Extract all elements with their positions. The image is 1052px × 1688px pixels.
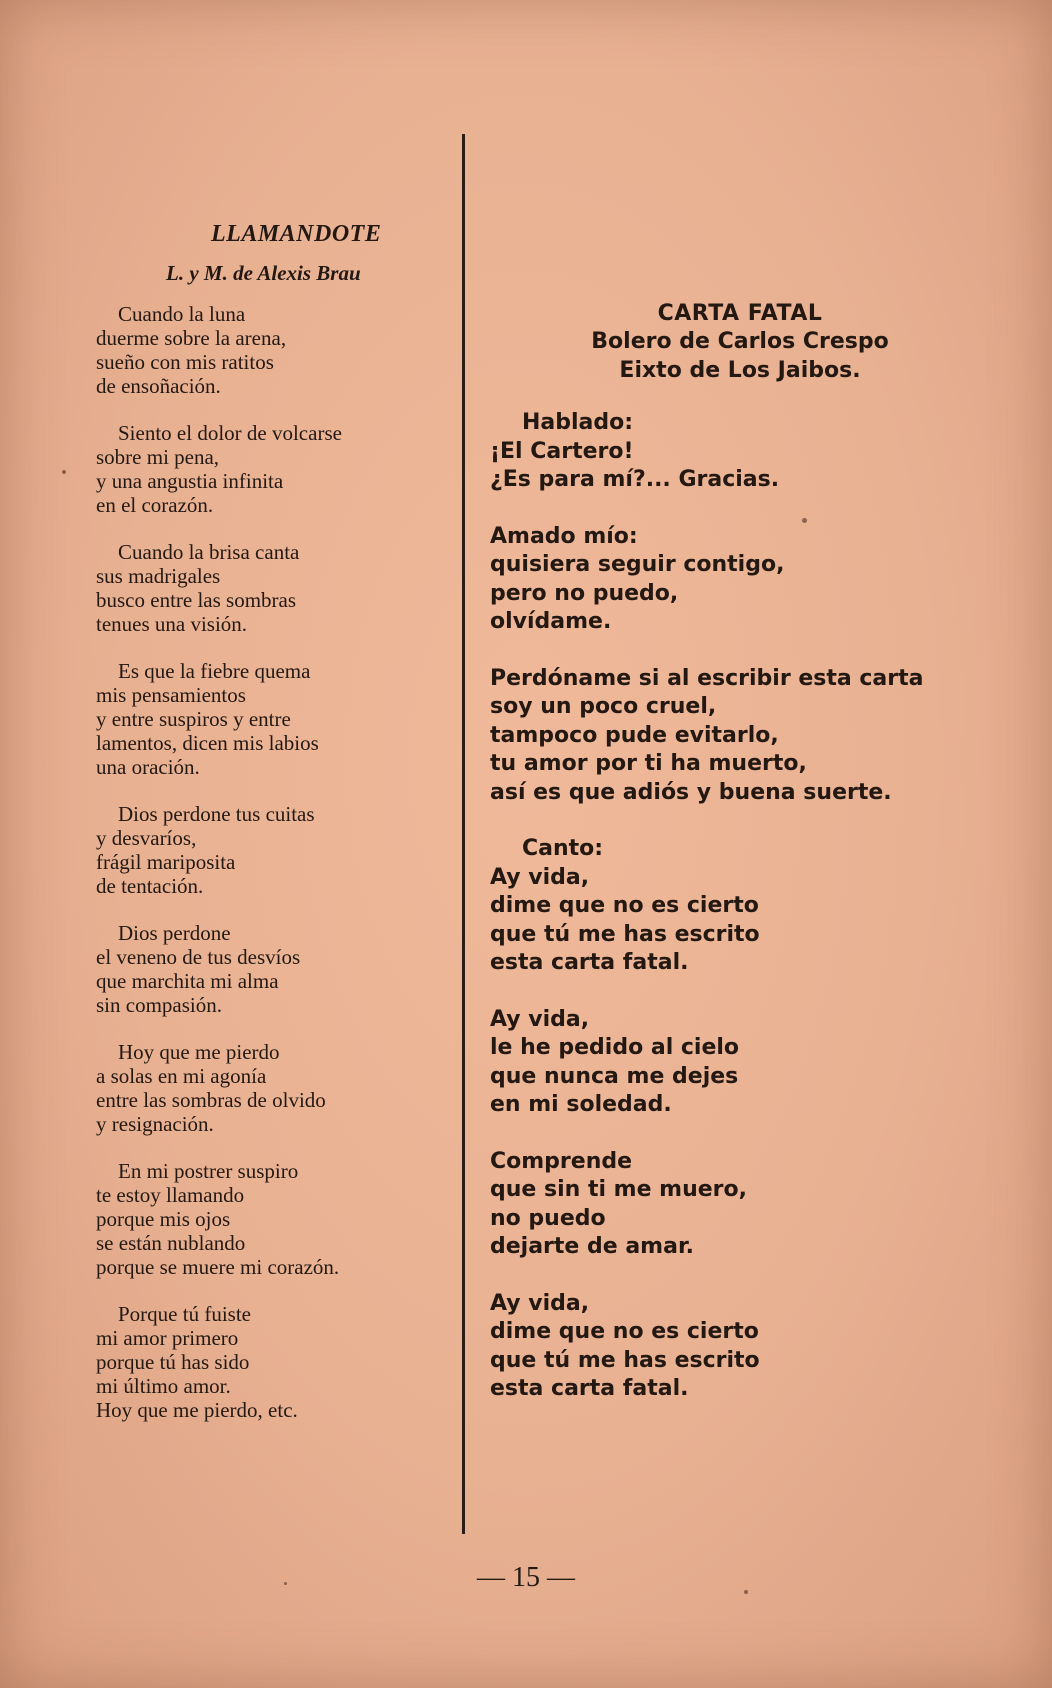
- lyric-line: En mi postrer suspiro: [118, 1158, 299, 1183]
- stanza: [96, 302, 446, 398]
- lyric-line: de tentación.: [96, 873, 204, 898]
- credits-line: Bolero de Carlos Crespo: [591, 329, 889, 354]
- lyric-line: soy un poco cruel,: [490, 694, 717, 719]
- lyric-line: así es que adiós y buena suerte.: [490, 779, 892, 805]
- paper-speck: [62, 470, 66, 474]
- lyric-line: quisiera seguir contigo,: [490, 552, 785, 577]
- lyrics: [96, 302, 446, 1422]
- lyric-line: dejarte de amar.: [490, 1234, 695, 1259]
- lyric-line: que nunca me dejes: [490, 1063, 739, 1089]
- lyric-line: Dios perdone: [118, 920, 231, 945]
- lyric-line: sus madrigales: [96, 563, 221, 588]
- column-divider: [462, 134, 465, 1534]
- lyric-line: que tú me has escrito: [490, 921, 760, 947]
- lyric-line: no puedo: [490, 1205, 606, 1231]
- song-credits: [490, 328, 990, 385]
- left-song: [96, 220, 446, 1445]
- stanza: [96, 1040, 446, 1136]
- stanza: [96, 421, 446, 517]
- lyric-line: Ay vida,: [490, 1006, 590, 1032]
- lyric-line: esta carta fatal.: [490, 950, 689, 975]
- lyric-line: porque mis ojos: [96, 1206, 231, 1231]
- lyric-line: Hoy que me pierdo: [118, 1039, 280, 1064]
- lyric-line: ¿Es para mí?... Gracias.: [490, 467, 780, 492]
- stanza: [490, 409, 990, 495]
- lyric-line: se están nublando: [96, 1230, 246, 1255]
- song-credits: L. y M. de Alexis Brau: [166, 260, 361, 285]
- stanza: [490, 523, 990, 637]
- stanza: [490, 1290, 990, 1404]
- right-song: [490, 300, 990, 1432]
- stanza: [490, 1148, 990, 1262]
- lyric-line: mis pensamientos: [96, 682, 246, 707]
- lyric-line: mi amor primero: [96, 1325, 239, 1350]
- stanza: [96, 1302, 446, 1422]
- lyric-line: Porque tú fuiste: [118, 1301, 251, 1326]
- lyric-line: lamentos, dicen mis labios: [96, 730, 319, 755]
- lyric-line: Hablado:: [522, 410, 634, 435]
- lyric-line: Dios perdone tus cuitas: [118, 801, 315, 826]
- lyric-line: frágil mariposita: [96, 849, 236, 874]
- stanza: [96, 921, 446, 1017]
- lyric-line: tampoco pude evitarlo,: [490, 722, 779, 748]
- stanza: [96, 802, 446, 898]
- paper-speck: [284, 1582, 287, 1585]
- lyric-line: dime que no es cierto: [490, 1319, 759, 1344]
- lyric-line: que sin ti me muero,: [490, 1177, 747, 1202]
- lyric-line: y entre suspiros y entre: [96, 706, 291, 731]
- lyric-line: porque se muere mi corazón.: [96, 1254, 340, 1279]
- stanza: [96, 659, 446, 779]
- lyric-line: Comprende: [490, 1148, 633, 1174]
- paper-speck: [802, 518, 807, 523]
- lyric-line: Ay vida,: [490, 1290, 590, 1316]
- lyric-line: que tú me has escrito: [490, 1347, 760, 1373]
- lyric-line: Perdóname si al escribir esta carta: [490, 665, 924, 691]
- lyric-line: que marchita mi alma: [96, 968, 279, 993]
- lyric-line: dime que no es cierto: [490, 893, 759, 918]
- lyric-line: ¡El Cartero!: [490, 438, 634, 464]
- page-number: — 15 —: [477, 1562, 575, 1593]
- lyric-line: Canto:: [522, 836, 604, 861]
- stanza: [490, 835, 990, 978]
- lyric-line: y desvaríos,: [96, 825, 197, 850]
- lyric-line: de ensoñación.: [96, 373, 221, 398]
- lyric-line: Hoy que me pierdo, etc.: [96, 1397, 298, 1422]
- lyric-line: a solas en mi agonía: [96, 1063, 267, 1088]
- lyrics: [490, 409, 990, 1404]
- lyric-line: te estoy llamando: [96, 1182, 245, 1207]
- song-title: CARTA FATAL: [657, 301, 823, 326]
- lyric-line: entre las sombras de olvido: [96, 1087, 326, 1112]
- lyric-line: tenues una visión.: [96, 611, 248, 636]
- lyric-line: el veneno de tus desvíos: [96, 944, 301, 969]
- lyric-line: esta carta fatal.: [490, 1376, 689, 1401]
- stanza: [490, 665, 990, 808]
- song-title: LLAMANDOTE: [211, 221, 382, 247]
- lyric-line: en mi soledad.: [490, 1092, 672, 1117]
- lyric-line: Es que la fiebre quema: [118, 658, 311, 683]
- lyric-line: Siento el dolor de volcarse: [118, 420, 342, 445]
- lyric-line: sueño con mis ratitos: [96, 349, 274, 374]
- lyric-line: Amado mío:: [490, 523, 638, 549]
- lyric-line: pero no puedo,: [490, 580, 679, 606]
- lyric-line: Ay vida,: [490, 864, 590, 890]
- credits-line: Eixto de Los Jaibos.: [619, 357, 861, 383]
- stanza: [96, 1159, 446, 1279]
- lyric-line: Cuando la luna: [118, 301, 246, 326]
- lyric-line: duerme sobre la arena,: [96, 325, 287, 350]
- lyric-line: porque tú has sido: [96, 1349, 250, 1374]
- lyric-line: y resignación.: [96, 1111, 214, 1136]
- lyric-line: mi último amor.: [96, 1373, 231, 1398]
- lyric-line: una oración.: [96, 754, 200, 779]
- stanza: [490, 1006, 990, 1120]
- lyric-line: sobre mi pena,: [96, 444, 220, 469]
- lyric-line: busco entre las sombras: [96, 587, 297, 612]
- paper-speck: [744, 1590, 748, 1594]
- lyric-line: tu amor por ti ha muerto,: [490, 751, 807, 776]
- lyric-line: Cuando la brisa canta: [118, 539, 300, 564]
- lyric-line: y una angustia infinita: [96, 468, 284, 493]
- lyric-line: le he pedido al cielo: [490, 1035, 740, 1060]
- lyric-line: en el corazón.: [96, 492, 214, 517]
- stanza: [96, 540, 446, 636]
- lyric-line: sin compasión.: [96, 992, 222, 1017]
- lyric-line: olvídame.: [490, 609, 612, 634]
